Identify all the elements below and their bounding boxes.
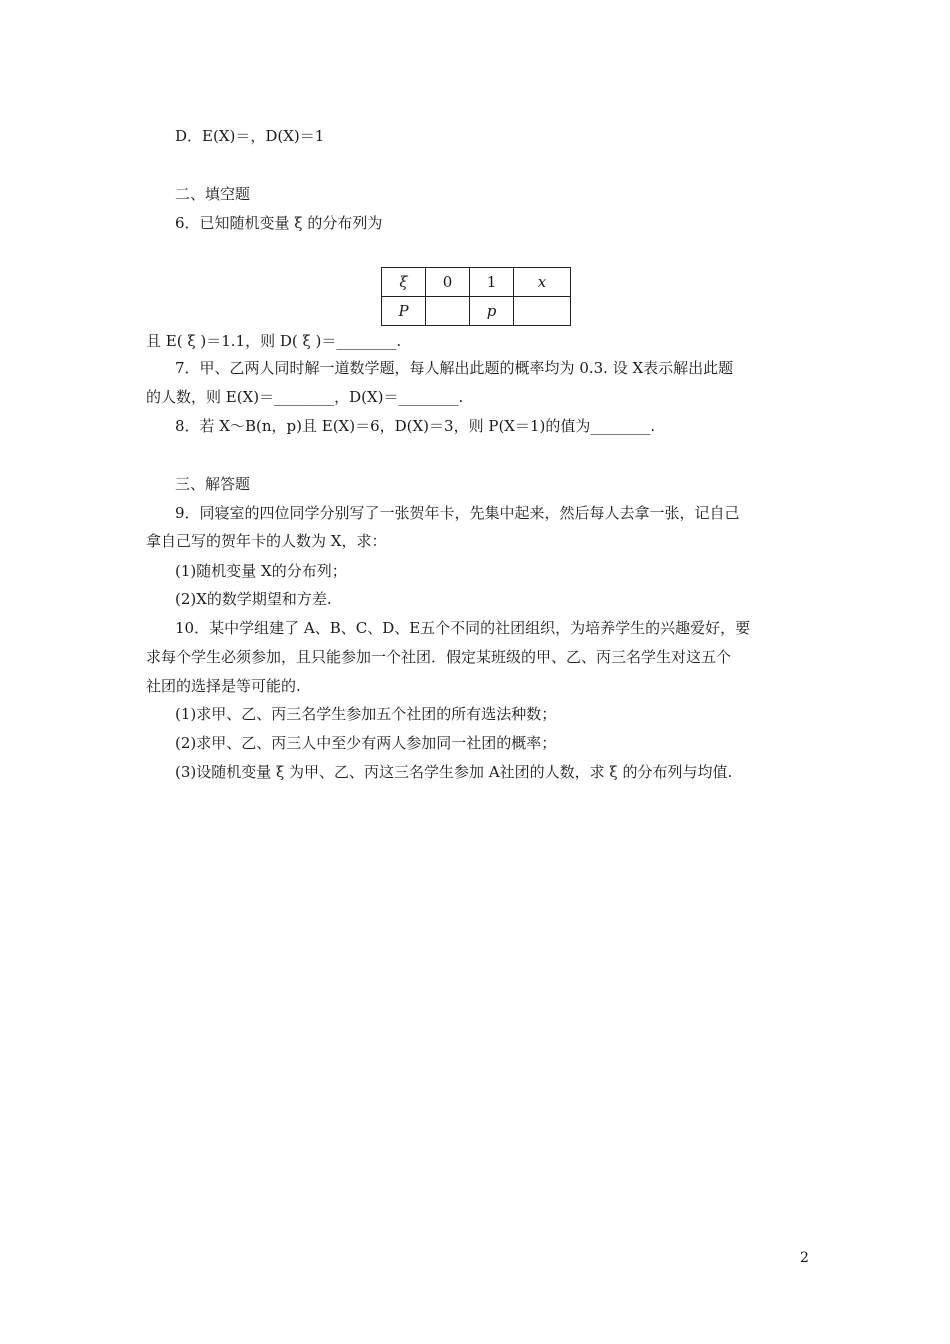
- table-cell: p: [470, 297, 514, 326]
- page-number: 2: [800, 1250, 809, 1266]
- question-10-part-3: (3)设随机变量 ξ 为甲、乙、丙这三名学生参加 A社团的人数，求 ξ 的分布列与均值.: [175, 763, 733, 781]
- question-10-line-1: 10．某中学组建了 A、B、C、D、E五个不同的社团组织，为培养学生的兴趣爱好，要: [175, 619, 751, 637]
- section-heading-fill-blank: 二、填空题: [175, 185, 251, 203]
- table-cell: [426, 297, 470, 326]
- question-10-part-1: (1)求甲、乙、丙三名学生参加五个社团的所有选法种数；: [175, 705, 557, 723]
- section-heading-answers: 三、解答题: [175, 475, 251, 493]
- question-9-line-2: 拿自己写的贺年卡的人数为 X，求：: [146, 532, 387, 550]
- question-8: 8．若 X～B(n，p)且 E(X)＝6，D(X)＝3，则 P(X＝1)的值为________.: [175, 417, 656, 435]
- table-row: [382, 297, 571, 326]
- table-cell: 0: [426, 268, 470, 297]
- table-cell: [514, 297, 571, 326]
- table-row: [382, 268, 571, 297]
- question-7-line-1: 7．甲、乙两人同时解一道数学题，每人解出此题的概率均为 0.3. 设 X表示解出此题: [175, 359, 734, 377]
- table-cell: 1: [470, 268, 514, 297]
- question-6-condition: 且 E( ξ )＝1.1，则 D( ξ )＝________.: [146, 332, 402, 350]
- question-7-line-2: 的人数，则 E(X)＝________，D(X)＝________.: [146, 388, 464, 406]
- table-cell: P: [382, 297, 426, 326]
- table-cell: x: [514, 268, 571, 297]
- question-9-part-1: (1)随机变量 X的分布列；: [175, 562, 347, 580]
- question-9-line-1: 9．同寝室的四位同学分别写了一张贺年卡，先集中起来，然后每人去拿一张，记自己: [175, 504, 740, 522]
- distribution-table: [381, 267, 571, 326]
- question-10-line-3: 社团的选择是等可能的.: [146, 677, 301, 695]
- table-cell: ξ: [382, 268, 426, 297]
- question-10-line-2: 求每个学生必须参加，且只能参加一个社团．假定某班级的甲、乙、丙三名学生对这五个: [146, 648, 732, 666]
- option-d: D．E(X)＝，D(X)＝1: [175, 127, 325, 145]
- question-10-part-2: (2)求甲、乙、丙三人中至少有两人参加同一社团的概率；: [175, 734, 557, 752]
- question-6: 6．已知随机变量 ξ 的分布列为: [175, 214, 383, 232]
- question-9-part-2: (2)X的数学期望和方差.: [175, 590, 332, 608]
